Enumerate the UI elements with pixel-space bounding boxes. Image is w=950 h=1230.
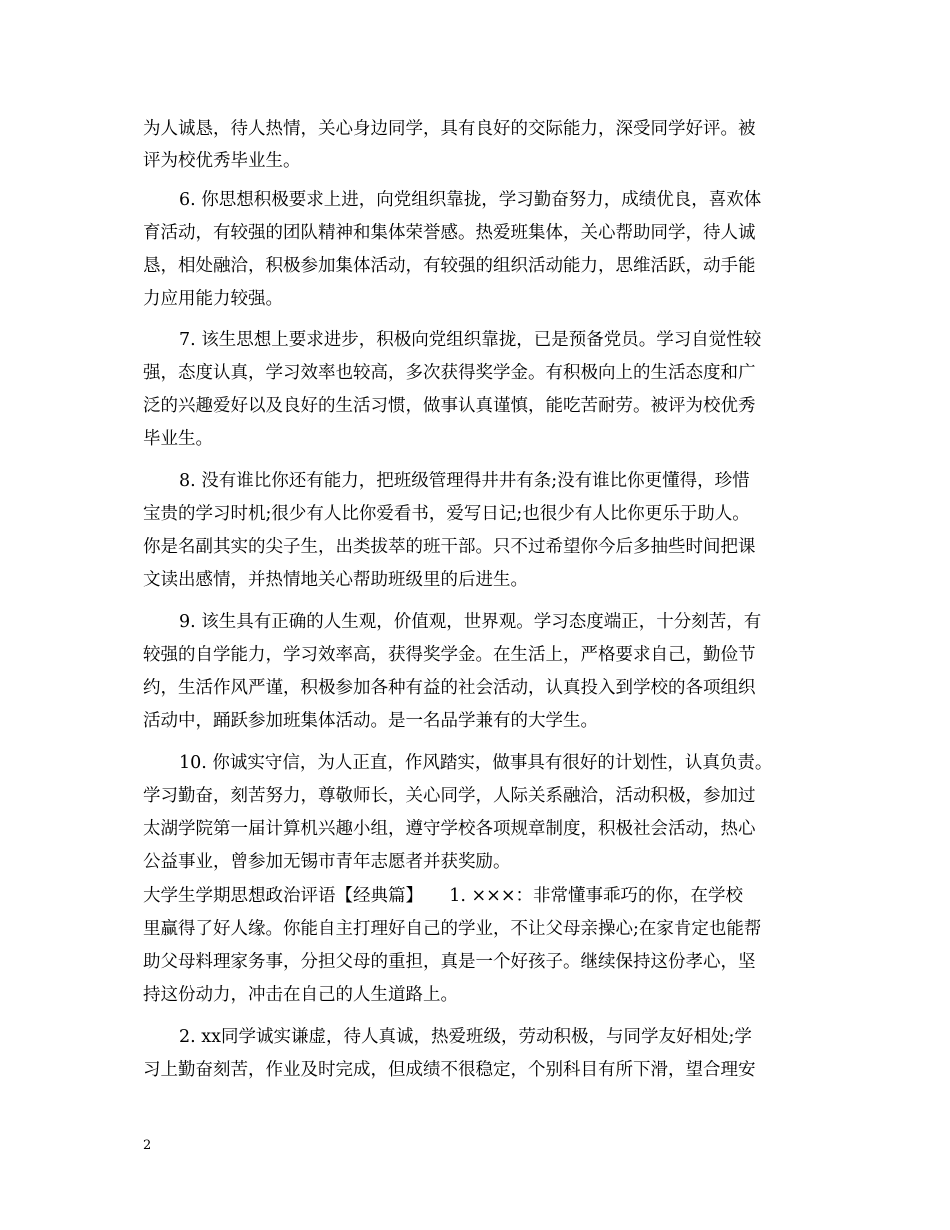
text-line: 强，态度认真，学习效率也较高，多次获得奖学金。有积极向上的生活态度和广 [143, 363, 756, 383]
text-line: 为人诚恳，待人热情，关心身边同学，具有良好的交际能力，深受同学好评。被 [143, 119, 756, 139]
text-line: 大学生学期思想政治评语【经典篇】 1. ×××：非常懂事乖巧的你，在学校 [143, 886, 743, 906]
text-line: 宝贵的学习时机;很少有人比你爱看书，爱写日记;也很少有人比你更乐于助人。 [143, 504, 750, 524]
text-line: 习上勤奋刻苦，作业及时完成，但成绩不很稳定，个别科目有所下滑，望合理安 [143, 1060, 756, 1080]
text-line: 文读出感情，并热情地关心帮助班级里的后进生。 [143, 570, 528, 590]
text-line: 约，生活作风严谨，积极参加各种有益的社会活动，认真投入到学校的各项组织 [143, 678, 756, 698]
text-line: 毕业生。 [143, 429, 213, 449]
text-line: 学习勤奋，刻苦努力，尊敬师长，关心同学，人际关系融洽，活动积极，参加过 [143, 786, 756, 806]
text-line: 泛的兴趣爱好以及良好的生活习惯，做事认真谨慎，能吃苦耐劳。被评为校优秀 [143, 396, 756, 416]
text-line: 活动中，踊跃参加班集体活动。是一名品学兼有的大学生。 [143, 711, 598, 731]
text-line: 里赢得了好人缘。你能自主打理好自己的学业，不让父母亲操心;在家肯定也能帮 [143, 919, 762, 939]
text-line: 8. 没有谁比你还有能力，把班级管理得井井有条;没有谁比你更懂得，珍惜 [179, 471, 750, 491]
text-line: 太湖学院第一届计算机兴趣小组，遵守学校各项规章制度，积极社会活动，热心 [143, 819, 756, 839]
text-line: 较强的自学能力，学习效率高，获得奖学金。在生活上，严格要求自己，勤俭节 [143, 645, 756, 665]
text-line: 公益事业，曾参加无锡市青年志愿者并获奖励。 [143, 852, 511, 872]
text-line: 10. 你诚实守信，为人正直，作风踏实，做事具有很好的计划性，认真负责。 [179, 753, 773, 773]
text-line: 9. 该生具有正确的人生观，价值观，世界观。学习态度端正，十分刻苦，有 [179, 612, 762, 632]
text-line: 6. 你思想积极要求上进，向党组织靠拢，学习勤奋努力，成绩优良，喜欢体 [179, 190, 762, 210]
text-line: 持这份动力，冲击在自己的人生道路上。 [143, 985, 458, 1005]
text-line: 恳，相处融洽，积极参加集体活动，有较强的组织活动能力，思维活跃，动手能 [143, 256, 756, 276]
text-line: 育活动，有较强的团队精神和集体荣誉感。热爱班集体，关心帮助同学，待人诚 [143, 223, 756, 243]
text-line: 评为校优秀毕业生。 [143, 151, 301, 171]
text-line: 7. 该生思想上要求进步，积极向党组织靠拢，已是预备党员。学习自觉性较 [179, 330, 762, 350]
text-line: 你是名副其实的尖子生，出类拔萃的班干部。只不过希望你今后多抽些时间把课 [143, 537, 756, 557]
page-number: 2 [143, 1138, 152, 1153]
text-line: 力应用能力较强。 [143, 289, 283, 309]
text-line: 2. xx同学诚实谦虚，待人真诚，热爱班级，劳动积极，与同学友好相处;学 [179, 1027, 752, 1047]
text-line: 助父母料理家务事，分担父母的重担，真是一个好孩子。继续保持这份孝心，坚 [143, 952, 756, 972]
